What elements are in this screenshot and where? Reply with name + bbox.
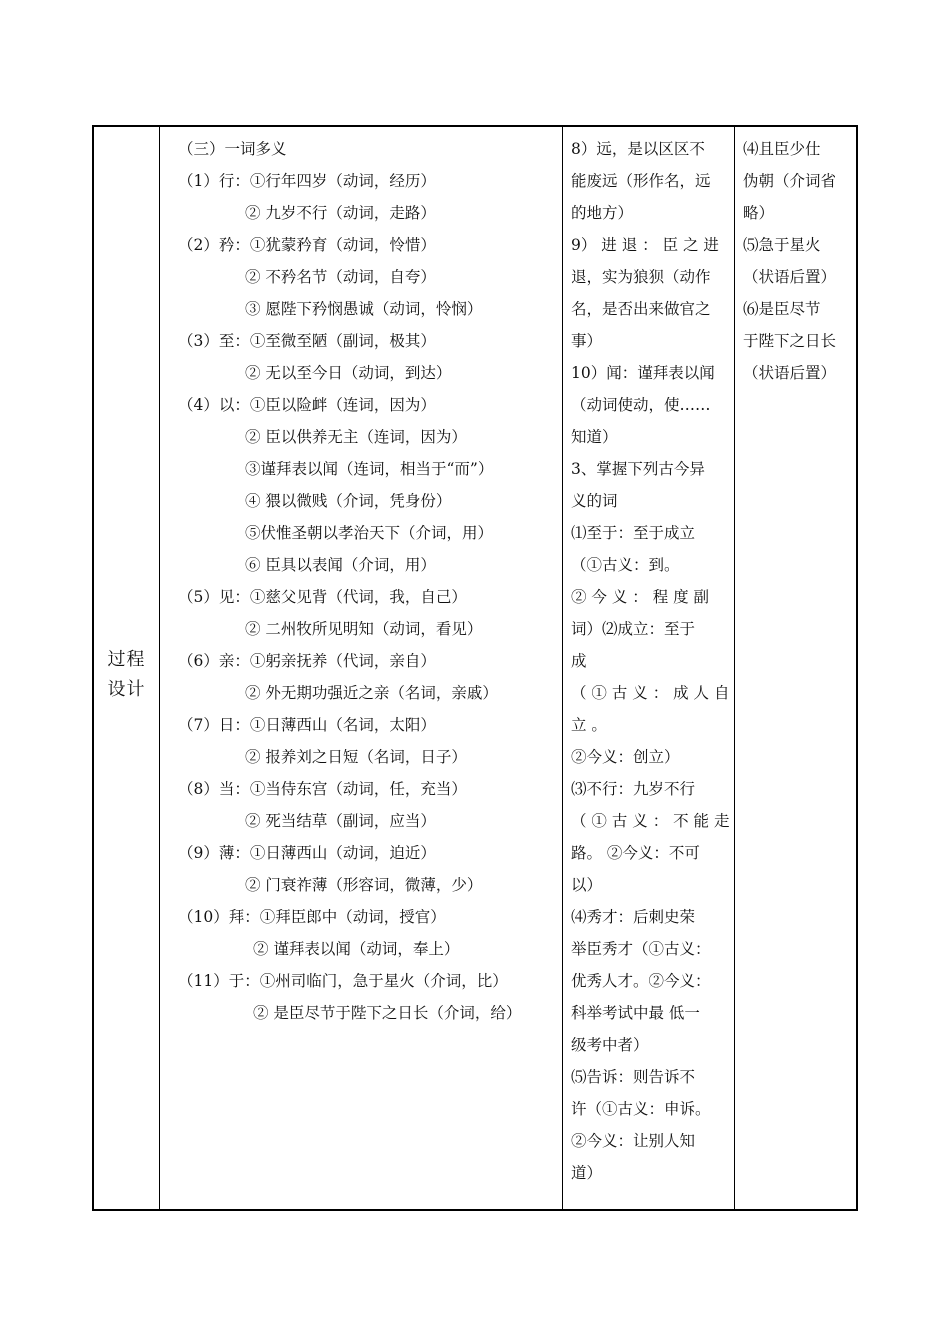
polysemy-line: （8）当：①当侍东宫（动词，任，充当） [178,780,467,798]
notes-line: 义的词 [571,492,618,510]
notes-line: 名，是否出来做官之 [571,300,711,318]
polysemy-line: ② 不矜名节（动词，自夸） [245,268,436,286]
notes-line: 许（①古义：申诉。 [571,1100,711,1118]
polysemy-line: ③ 愿陛下矜悯愚诚（动词，怜悯） [245,300,483,318]
polysemy-line: ⑥ 臣具以表闻（介词，用） [245,556,436,574]
polysemy-line: （4）以：①臣以险衅（连词，因为） [178,396,436,414]
polysemy-line: ② 是臣尽节于陛下之日长（介词，给） [253,1004,522,1022]
notes-cell [563,127,735,1209]
polysemy-line: ② 死当结草（副词，应当） [245,812,436,830]
notes-line: 10）闻：谨拜表以闻 [571,364,715,382]
section-label-line: 设计 [107,679,146,700]
syntax-cell [735,127,856,1209]
polysemy-line: （5）见：①慈父见背（代词，我，自己） [178,588,467,606]
syntax-list [743,133,851,389]
polysemy-line: （1）行：①行年四岁（动词，经历） [178,172,436,190]
polysemy-line: ② 报养刘之日短（名词，日子） [245,748,467,766]
notes-list [571,133,729,1189]
notes-line: 知道） [571,428,618,446]
polysemy-line: ② 谨拜表以闻（动词，奉上） [253,940,460,958]
notes-line: 的地方） [571,204,634,222]
notes-line: 能废远（形作名，远 [571,172,711,190]
notes-line: （ ① 古 义 ： 成 人 自 [571,684,730,702]
notes-line: 以） [571,876,603,894]
polysemy-line: ② 门衰祚薄（形容词，微薄，少） [245,876,483,894]
polysemy-line: （2）矜：①犹蒙矜育（动词，怜惜） [178,236,436,254]
notes-line: 道） [571,1164,603,1182]
notes-line: 路。 ②今义：不可 [571,844,700,862]
notes-line: （ ① 古 义 ： 不 能 走 [571,812,730,830]
notes-line: 3、掌握下列古今异 [571,460,705,478]
notes-line: 9） 进 退 ： 臣 之 进 [571,236,719,254]
notes-line: ⑶不行：九岁不行 [571,780,696,798]
syntax-line: （状语后置） [743,268,837,286]
polysemy-line: （7）日：①日薄西山（名词，太阳） [178,716,436,734]
notes-line: （动词使动，使…… [571,396,711,414]
section-label-cell [94,127,160,1209]
notes-line: 事） [571,332,603,350]
lesson-table [92,125,858,1211]
notes-line: 级考中者） [571,1036,649,1054]
polysemy-line: ② 外无期功强近之亲（名词，亲戚） [245,684,498,702]
polysemy-line: （三）一词多义 [178,140,287,158]
notes-line: ⑸告诉：则告诉不 [571,1068,696,1086]
polysemy-line: ⑤伏惟圣朝以孝治天下（介词，用） [245,524,494,542]
notes-line: 立 。 [571,716,607,734]
polysemy-line: ② 臣以供养无主（连词，因为） [245,428,467,446]
syntax-line: ⑹是臣尽节 [743,300,821,318]
polysemy-line: ② 无以至今日（动词，到达） [245,364,452,382]
polysemy-line: ② 九岁不行（动词，走路） [245,204,436,222]
notes-line: 8）远，是以区区不 [571,140,705,158]
polysemy-cell [160,127,563,1209]
syntax-line: 伪朝（介词省 [743,172,837,190]
syntax-line: ⑷且臣少仕 [743,140,821,158]
notes-line: 词）⑵成立：至于 [571,620,696,638]
section-label [94,645,159,705]
polysemy-line: ④ 猥以微贱（介词，凭身份） [245,492,452,510]
polysemy-line: （9）薄：①日薄西山（动词，迫近） [178,844,436,862]
polysemy-line: （10）拜：①拜臣郎中（动词，授官） [178,908,446,926]
notes-line: ②今义：让别人知 [571,1132,696,1150]
notes-line: 科举考试中最 低一 [571,1004,700,1022]
notes-line: 举臣秀才（①古义： [571,940,711,958]
polysemy-line: （11）于：①州司临门，急于星火（介词，比） [178,972,508,990]
notes-line: 优秀人才。②今义： [571,972,711,990]
polysemy-line: （6）亲：①躬亲抚养（代词，亲自） [178,652,436,670]
syntax-line: 于陛下之日长 [743,332,837,350]
polysemy-line: ② 二州牧所见明知（动词，看见） [245,620,483,638]
polysemy-line: ③谨拜表以闻（连词，相当于“而”） [245,460,494,478]
notes-line: ⑷秀才：后刺史荣 [571,908,696,926]
syntax-line: （状语后置） [743,364,837,382]
polysemy-line: （3）至：①至微至陋（副词，极其） [178,332,436,350]
notes-line: 退，实为狼狈（动作 [571,268,711,286]
notes-line: 成 [571,652,587,670]
notes-line: ② 今 义 ： 程 度 副 [571,588,710,606]
notes-line: （①古义：到。 [571,556,680,574]
polysemy-list [178,133,521,1029]
notes-line: ⑴至于：至于成立 [571,524,696,542]
syntax-line: ⑸急于星火 [743,236,821,254]
section-label-line: 过程 [107,649,146,670]
syntax-line: 略） [743,204,775,222]
notes-line: ②今义：创立） [571,748,680,766]
